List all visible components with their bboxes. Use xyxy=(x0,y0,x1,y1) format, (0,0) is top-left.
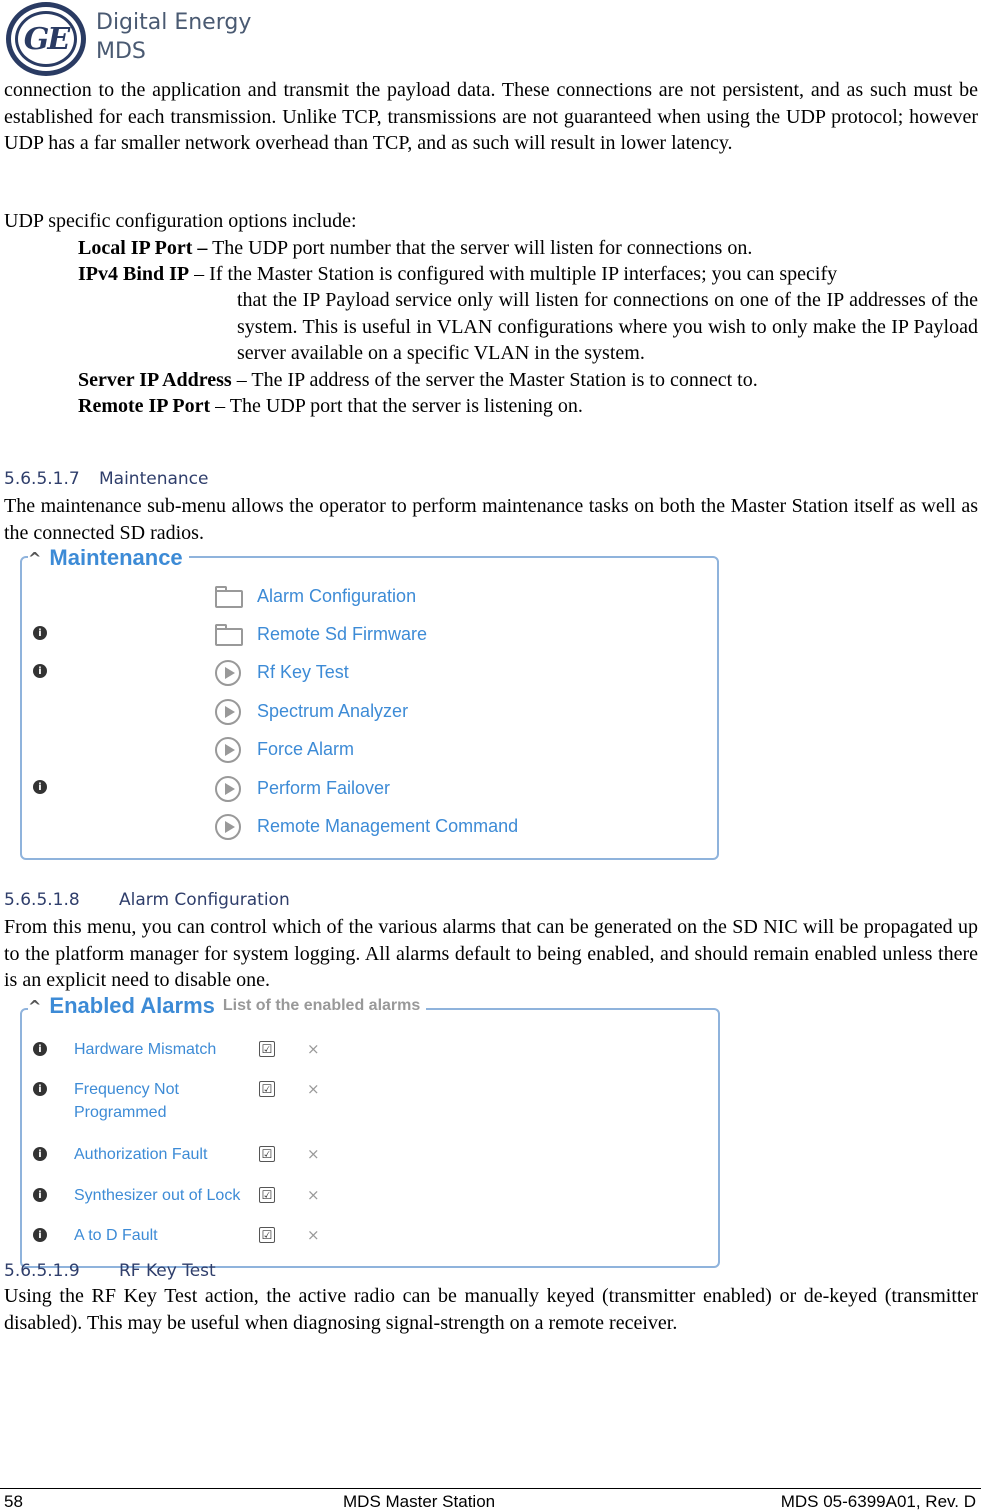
info-icon[interactable]: i xyxy=(33,664,47,678)
enabled-checkbox[interactable]: ☑ xyxy=(259,1146,275,1162)
section-title: Maintenance xyxy=(99,469,209,489)
play-icon xyxy=(215,776,241,802)
alarm-label: A to D Fault xyxy=(74,1227,158,1244)
alarm-label: Authorization Fault xyxy=(74,1146,208,1163)
disable-x-icon[interactable]: × xyxy=(307,1186,320,1204)
brand-line-1: Digital Energy xyxy=(96,10,252,35)
option-desc: – The UDP port that the server is listening on. xyxy=(210,395,583,417)
alarm-row-synthesizer-out-of-lock xyxy=(22,1184,721,1214)
brand-name xyxy=(96,8,251,66)
option-local-ip-port xyxy=(78,235,978,262)
udp-intro: UDP specific configuration options include: xyxy=(4,210,357,232)
alarms-crop xyxy=(0,990,981,1244)
disable-x-icon[interactable]: × xyxy=(307,1226,320,1244)
option-desc: – The IP address of the server the Master Station is to connect to. xyxy=(231,369,758,391)
menu-item-label[interactable]: Remote Management Command xyxy=(257,816,519,836)
collapse-caret-icon[interactable]: ^ xyxy=(28,996,42,1016)
alarms-panel xyxy=(20,1008,720,1268)
menu-item-perform-failover[interactable] xyxy=(22,774,721,804)
footer-rule xyxy=(0,1488,981,1489)
play-icon xyxy=(215,699,241,725)
section-heading-alarm-configuration xyxy=(4,889,290,911)
menu-item-label[interactable]: Spectrum Analyzer xyxy=(257,701,409,721)
alarms-panel-header[interactable] xyxy=(28,993,426,1019)
option-desc: – If the Master Station is configured with multiple IP interfaces; you can specify xyxy=(189,263,838,285)
disable-x-icon[interactable]: × xyxy=(307,1040,320,1058)
enabled-checkbox[interactable]: ☑ xyxy=(259,1227,275,1243)
disable-x-icon[interactable]: × xyxy=(307,1145,320,1163)
maintenance-panel xyxy=(20,556,719,860)
option-server-ip-address xyxy=(78,367,978,394)
menu-item-rf-key-test[interactable] xyxy=(22,658,721,688)
info-icon[interactable]: i xyxy=(33,1188,47,1202)
enabled-checkbox[interactable]: ☑ xyxy=(259,1041,275,1057)
maintenance-panel-title: Maintenance xyxy=(49,545,183,570)
page-header xyxy=(4,0,304,78)
alarm-label: Frequency Not Programmed xyxy=(74,1081,179,1121)
section-number: 5.6.5.1.8 xyxy=(4,890,80,910)
option-remote-ip-port xyxy=(78,393,978,420)
alarm-label: Synthesizer out of Lock xyxy=(74,1187,241,1204)
option-desc: The UDP port number that the server will listen for connections on. xyxy=(207,237,753,259)
footer-page-number: 58 xyxy=(4,1492,23,1511)
footer-doc-id: MDS 05-6399A01, Rev. D xyxy=(780,1492,976,1511)
menu-item-alarm-configuration[interactable] xyxy=(22,582,721,612)
folder-icon xyxy=(215,624,243,646)
section-heading-rf-key-test xyxy=(4,1260,216,1282)
footer-title: MDS Master Station xyxy=(343,1492,496,1511)
menu-item-label[interactable]: Force Alarm xyxy=(257,739,355,759)
option-term: Local IP Port – xyxy=(78,237,208,259)
disable-x-icon[interactable]: × xyxy=(307,1080,320,1098)
section-heading-maintenance xyxy=(4,468,208,490)
section-title: Alarm Configuration xyxy=(119,890,290,910)
alarms-panel-subtitle: List of the enabled alarms xyxy=(222,997,421,1014)
menu-item-remote-sd-firmware[interactable] xyxy=(22,620,721,650)
menu-item-label[interactable]: Rf Key Test xyxy=(257,662,349,682)
option-term: Server IP Address xyxy=(78,369,232,391)
menu-item-force-alarm[interactable] xyxy=(22,735,721,765)
info-icon[interactable]: i xyxy=(33,1147,47,1161)
play-icon xyxy=(215,660,241,686)
info-icon[interactable]: i xyxy=(33,626,47,640)
menu-item-label[interactable]: Remote Sd Firmware xyxy=(257,624,428,644)
enabled-checkbox[interactable]: ☑ xyxy=(259,1187,275,1203)
menu-item-label[interactable]: Alarm Configuration xyxy=(257,586,417,606)
option-ipv4-continuation: that the IP Payload service only will listen for connections on one of the IP addresses of the system. This is useful in VLAN configurations where you wish to only make the IP Payload server available on a specific VLAN in the system. xyxy=(237,289,978,364)
alarm-row-authorization-fault xyxy=(22,1143,721,1173)
ge-logo-mark: GE xyxy=(15,11,77,67)
info-icon[interactable]: i xyxy=(33,780,47,794)
alarm-row-frequency-not-programmed xyxy=(22,1078,721,1128)
collapse-caret-icon[interactable]: ^ xyxy=(28,548,42,568)
alarm-row-hardware-mismatch xyxy=(22,1038,721,1068)
option-term: Remote IP Port xyxy=(78,395,211,417)
info-icon[interactable]: i xyxy=(33,1042,47,1056)
menu-item-spectrum-analyzer[interactable] xyxy=(22,697,721,727)
menu-item-label[interactable]: Perform Failover xyxy=(257,778,391,798)
ge-logo xyxy=(6,2,86,76)
folder-icon xyxy=(215,586,243,608)
info-icon[interactable]: i xyxy=(33,1228,47,1242)
maintenance-panel-header[interactable] xyxy=(28,545,189,571)
info-icon[interactable]: i xyxy=(33,1082,47,1096)
brand-line-2: MDS xyxy=(96,39,146,64)
section-number: 5.6.5.1.9 xyxy=(4,1261,80,1281)
option-ipv4-bind-ip xyxy=(78,261,978,288)
alarms-panel-title: Enabled Alarms xyxy=(49,993,215,1018)
alarm-paragraph: From this menu, you can control which of the various alarms that can be generated on the SD NIC will be propagated up to the platform manager for system logging. All alarms default to being enabled, and should remain enabled unless there is an explicit need to disable one. xyxy=(4,916,978,991)
alarm-label: Hardware Mismatch xyxy=(74,1041,217,1058)
intro-paragraph: connection to the application and transmit the payload data. These connections are not persistent, and as such must be established for each transmission. Unlike TCP, transmissions are not guaranteed when using the UDP protocol; however UDP has a far smaller network overhead than TCP, and as such will result in lower latency. xyxy=(4,79,978,154)
option-term: IPv4 Bind IP xyxy=(78,263,190,285)
maintenance-paragraph: The maintenance sub-menu allows the operator to perform maintenance tasks on both the Master Station itself as well as the connected SD radios. xyxy=(4,495,978,544)
enabled-checkbox[interactable]: ☑ xyxy=(259,1081,275,1097)
play-icon xyxy=(215,814,241,840)
section-title: RF Key Test xyxy=(119,1261,216,1281)
play-icon xyxy=(215,737,241,763)
rf-key-test-paragraph: Using the RF Key Test action, the active radio can be manually keyed (transmitter enabled) or de-keyed (transmitter disabled). This may be useful when diagnosing signal-strength on a remote receiver. xyxy=(4,1285,978,1334)
menu-item-remote-management-command[interactable] xyxy=(22,812,721,842)
section-number: 5.6.5.1.7 xyxy=(4,469,80,489)
alarm-row-a-to-d-fault xyxy=(22,1224,721,1254)
